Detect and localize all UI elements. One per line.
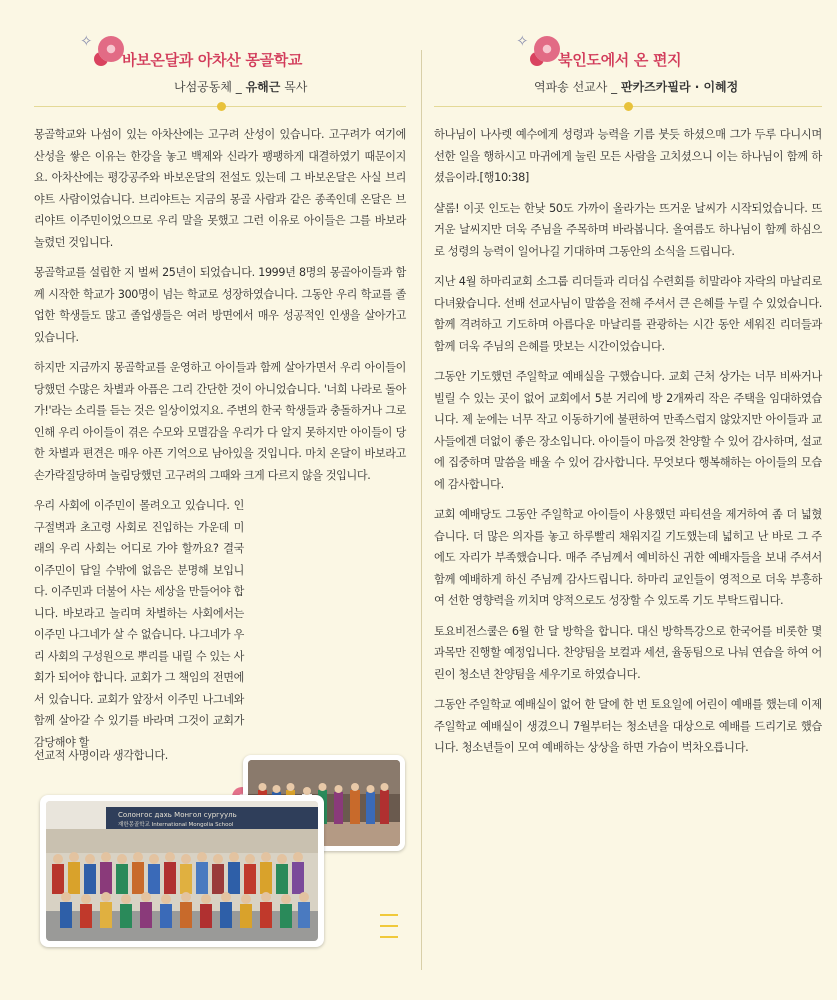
school-sign-text: Солонгос дахь Монгол сургууль (118, 811, 237, 819)
paragraph: 하나님이 나사렛 예수에게 성령과 능력을 기름 붓듯 하셨으매 그가 두루 다니시며 선한 일을 행하시고 마귀에게 눌린 모든 사람을 고치셨으니 이는 하나님이 함께 하셨음이라.[행10:38] (434, 128, 822, 184)
article-byline (174, 78, 307, 95)
right-article-header (434, 0, 822, 112)
left-article-header (34, 0, 406, 112)
paragraph: 샬롬! 이곳 인도는 한낮 50도 가까이 올라가는 뜨거운 날씨가 시작되었습니다. 뜨거운 날씨지만 더욱 주님을 주목하며 바라봅니다. 올여름도 하나님이 함께 하심으로 성령의 능력이 일어나길 기대하며 그동안의 소식을 드립니다. (434, 201, 822, 258)
right-article (434, 0, 822, 754)
paragraph: 몽골학교와 나섬이 있는 아차산에는 고구려 산성이 있습니다. 고구려가 여기에 산성을 쌓은 이유는 한강을 놓고 백제와 신라가 팽팽하게 대결하였기 때문이지요. 아차산에는 평강공주와 바보온달의 전설도 있는데 그 바보온달은 사실 브리야트 사람이었습니다. 브리야트는 지금의 몽골 사람과 같은 종족인데 온달은 브리야트 이주민이었으므로 우리 말을 못했고 그런 이유로 아이들은 그를 바보라 놀렸던 것입니다. (34, 128, 406, 249)
sparkle-icon: ✧ (80, 32, 93, 50)
decorative-lines (380, 914, 400, 947)
byline-role: 나섬공동체 _ (174, 80, 246, 94)
paragraph: 우리 사회에 이주민이 몰려오고 있습니다. 인구절벽과 초고령 사회로 진입하는 가운데 미래의 우리 사회는 어디로 가야 할까요? 결국 이주민이 답일 수밖에 없음은 분명해 보입니다. 이주민과 더불어 사는 세상을 만들어야 합니다. 바보라고 놀리며 차별하는 사회에서는 이주민 나그네가 살 수 없습니다. 나그네가 우리 사회의 구성원으로 뿌리를 내릴 수 있는 사회가 되어야 합니다. 교회가 그 책임의 전면에 서 있습니다. 교회가 앞장서 이주민 나그네와 함께 살아갈 수 있기를 바라며 그것이 교회가 감당해야 할 (34, 499, 244, 749)
flower-icon (98, 36, 124, 62)
byline-author: 판카즈카필라 · 이혜정 (621, 80, 739, 94)
rule-dot (217, 102, 226, 111)
paragraph: 지난 4월 하마리교회 소그룹 리더들과 리더십 수련회를 히말라야 자락의 마날리로 다녀왔습니다. 선배 선교사님이 말씀을 전해 주셔서 큰 은혜를 누릴 수 있었습니다. 함께 격려하고 기도하며 아름다운 마날리를 관광하는 시간 동안 세워진 리더들과 함께 더욱 주님의 은혜를 맛보는 시간이었습니다. (434, 275, 822, 353)
flower-icon (534, 36, 560, 62)
left-article (34, 0, 406, 749)
paragraph: 토요비전스쿨은 6월 한 달 방학을 합니다. 대신 방학특강으로 한국어를 비롯한 몇 과목만 진행할 예정입니다. 찬양팀을 보컬과 세션, 율동팀으로 나눠 연습을 하여 어린이 청소년 찬양팀을 세우기로 하였습니다. (434, 624, 822, 681)
school-group-photo (40, 795, 324, 947)
article-title: 북인도에서 온 편지 (558, 51, 682, 69)
school-sign-subtext: 재한몽골학교 International Mongolia School (118, 822, 234, 828)
paragraph: 몽골학교를 설립한 지 벌써 25년이 되었습니다. 1999년 8명의 몽골아이들과 함께 시작한 학교가 300명이 넘는 학교로 성장하였습니다. 그동안 우리 학교를 졸업한 학생들도 많고 졸업생들은 여러 방면에서 매우 성공적인 인생을 살아가고 있습니다. (34, 266, 406, 344)
school-group-photo-image (46, 801, 318, 941)
rule-dot (624, 102, 633, 111)
sparkle-icon: ✧ (516, 32, 529, 50)
right-article-body (434, 124, 822, 768)
byline-suffix: 목사 (280, 80, 308, 94)
left-article-body (34, 124, 406, 753)
byline-role: 역파송 선교사 _ (534, 80, 621, 94)
paragraph: 교회 예배당도 그동안 주일학교 아이들이 사용했던 파티션을 제거하여 좀 더 넓혔습니다. 더 많은 의자를 놓고 하루빨리 채워지길 기도했는데 넓히고 난 바로 그 주에도 자리가 부족했습니다. 매주 주님께서 예비하신 귀한 예배자들을 보내 주셔서 함께 예배하게 하신 주님께 감사드립니다. 하마리 교인들이 영적으로 더욱 부흥하여 선한 영향력을 끼치며 양적으로도 성장할 수 있도록 기도 부탁드립니다. (434, 508, 822, 607)
paragraph: 그동안 주일학교 예배실이 없어 한 달에 한 번 토요일에 어린이 예배를 했는데 이제 주일학교 예배실이 생겼으니 7월부터는 청소년을 대상으로 예배를 드리기로 했습니다. 청소년들이 모여 예배하는 상상을 하면 가슴이 벅차오릅니다. (434, 698, 822, 754)
paragraph: 그동안 기도했던 주일학교 예배실을 구했습니다. 교회 근처 상가는 너무 비싸거나 빌릴 수 있는 곳이 없어 교회에서 5분 거리에 방 2개짜리 작은 주택을 임대하였습니다. 제 눈에는 너무 작고 이동하기에 불편하여 만족스럽지 않았지만 아이들과 교사들에겐 더없이 좋은 장소입니다. 아이들이 마음껏 찬양할 수 있어 감사하며, 설교에 집중하며 말씀을 배울 수 있어 감사합니다. 무엇보다 행복해하는 아이들의 모습에 감사합니다. (434, 370, 822, 491)
paragraph-continuation: 선교적 사명이라 생각합니다. (34, 749, 168, 762)
paragraph: 하지만 지금까지 몽골학교를 운영하고 아이들과 함께 살아가면서 우리 아이들이 당했던 수많은 차별과 아픔은 그리 간단한 것이 아니었습니다. '너희 나라로 돌아가!'라는 소리를 듣는 것은 일상이었지요. 주변의 한국 학생들과 충돌하거나 그로 인해 우리 아이들이 겪은 수모와 모멸감을 우리가 다 알지 못하지만 아이들이 당한 차별과 편견은 매우 아픈 기억으로 남아있을 것입니다. 마치 온달이 바보라고 손가락질당하며 놀림당했던 고구려의 그때와 크게 다르지 않을 것입니다. (34, 361, 406, 482)
article-byline (534, 78, 738, 95)
article-title: 바보온달과 아차산 몽골학교 (122, 51, 303, 69)
byline-author: 유해근 (245, 80, 281, 94)
column-divider (421, 50, 422, 970)
